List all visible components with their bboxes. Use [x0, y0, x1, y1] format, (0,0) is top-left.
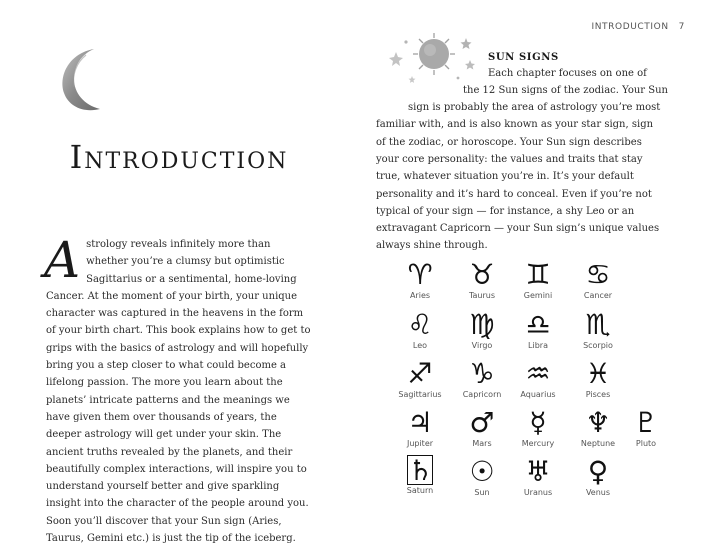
crescent-moon-icon	[56, 45, 106, 115]
glyph-label: Sagittarius	[398, 390, 442, 399]
glyph-taurus	[450, 258, 514, 300]
glyph-label: Libra	[528, 341, 548, 350]
aries-icon: ♈	[407, 258, 433, 291]
glyph-saturn	[388, 455, 452, 495]
sun-signs-line: familiar with, and is also known as your star sign, sign	[376, 119, 654, 130]
intro-paragraph	[44, 231, 314, 547]
glyph-label: Jupiter	[406, 439, 434, 448]
left-page	[0, 0, 358, 543]
glyph-label: Mercury	[521, 439, 555, 448]
glyph-label: Virgo	[471, 341, 493, 350]
running-head-section: INTRODUCTION	[591, 22, 669, 32]
sun-signs-line: true, whatever situation you’re in. It’s your default	[376, 171, 634, 182]
drop-cap: A	[44, 231, 81, 289]
glyph-pluto	[614, 406, 678, 448]
intro-text: strology reveals infinitely more than whether you’re a clumsy but optimistic Sagittarius or a sentimental, home-loving Cancer. At the moment of your birth, your unique character was captured in the heavens in the form of your birth chart. This book explains how to get to grips with the basics of astrology and will hopefully bring you a step closer to what could become a lifelong passion. The more you learn about the planets’ intricate patterns and the meanings we have given them over thousands of years, the deeper astrology will get under your skin. The ancient truths revealed by the planets, and their beautifully complex interactions, will inspire you to understand yourself better and give sparkling insight into the character of the people around you. Soon you’ll discover that your Sun sign (Aries, Taurus, Gemini etc.) is just the tip of the iceberg.	[46, 239, 311, 545]
glyph-label: Pluto	[635, 439, 657, 448]
sun-signs-heading: SUN SIGNS	[488, 52, 559, 63]
mars-icon: ♂	[469, 406, 495, 439]
sun-icon: ☉	[469, 455, 495, 488]
glyph-label: Venus	[585, 488, 611, 497]
glyph-mercury	[506, 406, 570, 448]
glyph-scorpio	[566, 308, 630, 350]
venus-icon: ♀	[587, 455, 609, 488]
glyph-label: Cancer	[583, 291, 613, 300]
glyph-jupiter	[388, 406, 452, 448]
scorpio-icon: ♏	[585, 308, 611, 341]
sun-signs-line: your core personality: the values and traits that stay	[376, 154, 643, 165]
capricorn-icon: ♑	[469, 357, 495, 390]
glyph-label: Aries	[409, 291, 431, 300]
glyph-cancer	[566, 258, 630, 300]
pisces-icon: ♓	[585, 357, 611, 390]
glyph-label: Sun	[474, 488, 490, 497]
neptune-icon: ♆	[585, 406, 611, 439]
glyph-capricorn	[450, 357, 514, 399]
glyph-label: Saturn	[406, 486, 434, 495]
aquarius-icon: ♒	[525, 357, 551, 390]
saturn-icon: ♄	[408, 454, 434, 487]
chapter-title: Introduction	[69, 138, 289, 176]
glyph-mars	[450, 406, 514, 448]
glyph-aries	[388, 258, 452, 300]
sun-illustration-icon	[386, 30, 482, 88]
glyph-label: Neptune	[580, 439, 616, 448]
glyph-label: Pisces	[585, 390, 611, 399]
sun-signs-line: always shine through.	[376, 240, 488, 251]
taurus-icon: ♉	[469, 258, 495, 291]
sun-signs-line: Each chapter focuses on one of	[488, 68, 647, 79]
glyph-sagittarius	[388, 357, 452, 399]
running-head	[591, 22, 685, 32]
glyph-venus	[566, 455, 630, 497]
glyph-label: Gemini	[523, 291, 553, 300]
virgo-icon: ♍	[469, 308, 495, 341]
glyph-gemini	[506, 258, 570, 300]
glyph-label: Capricorn	[462, 390, 502, 399]
sun-signs-line: extravagant Capricorn — your Sun sign’s unique values	[376, 223, 660, 234]
glyph-label: Taurus	[468, 291, 496, 300]
glyph-label: Uranus	[523, 488, 553, 497]
glyph-label: Mars	[472, 439, 492, 448]
sun-signs-line: personality and it’s hard to conceal. Even if you’re not	[376, 189, 652, 200]
glyph-label: Aquarius	[520, 390, 556, 399]
jupiter-icon: ♃	[407, 406, 433, 439]
glyph-virgo	[450, 308, 514, 350]
uranus-icon: ♅	[525, 455, 551, 488]
glyph-leo	[388, 308, 452, 350]
mercury-icon: ☿	[529, 406, 547, 439]
glyph-sun	[450, 455, 514, 497]
glyph-label: Scorpio	[583, 341, 613, 350]
sun-signs-line: the 12 Sun signs of the zodiac. Your Sun	[463, 85, 668, 96]
cancer-icon: ♋	[585, 258, 611, 291]
glyph-uranus	[506, 455, 570, 497]
glyph-pisces	[566, 357, 630, 399]
right-page	[358, 0, 717, 543]
sun-signs-line: of the zodiac, or horoscope. Your Sun sign describes	[376, 137, 642, 148]
pluto-icon: ♇	[633, 406, 659, 439]
libra-icon: ♎	[525, 308, 551, 341]
sun-signs-line: sign is probably the area of astrology you’re most	[408, 102, 661, 113]
sun-signs-line: typical of your sign — for instance, a shy Leo or an	[376, 206, 635, 217]
sagittarius-icon: ♐	[407, 357, 433, 390]
leo-icon: ♌	[407, 308, 433, 341]
glyph-aquarius	[506, 357, 570, 399]
glyph-label: Leo	[412, 341, 428, 350]
glyph-libra	[506, 308, 570, 350]
page-number: 7	[678, 22, 685, 32]
gemini-icon: ♊	[525, 258, 551, 291]
